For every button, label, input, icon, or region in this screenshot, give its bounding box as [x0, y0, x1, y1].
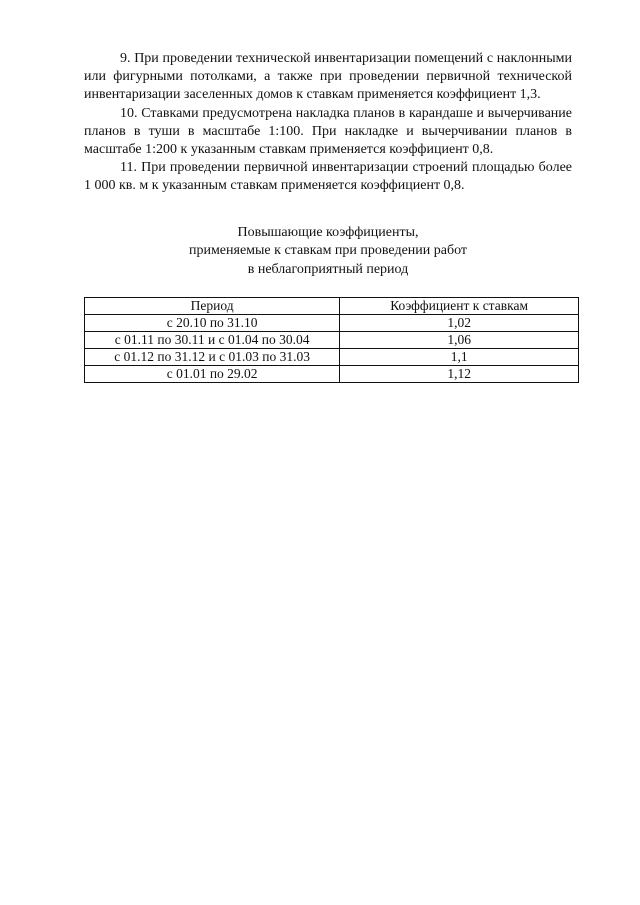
coefficients-table [84, 297, 579, 383]
coefficient-cell: 1,12 [340, 366, 579, 383]
paragraph-9: 9. При проведении технической инвентаризации помещений с наклонными или фигурными потолками, а также при проведении первичной технической инвентаризации заселенных домов к ставкам применяется коэффициент 1,3. [84, 51, 572, 103]
table-heading [84, 224, 572, 280]
paragraph-11: 11. При проведении первичной инвентаризации строений площадью более 1 000 кв. м к указанным ставкам применяется коэффициент 0,8. [84, 160, 572, 194]
table-heading-line-1: Повышающие коэффициенты, [237, 224, 419, 240]
table-heading-line-3: в неблагоприятный период [247, 261, 409, 277]
table-heading-line-2: применяемые к ставкам при проведении работ [188, 243, 468, 259]
period-cell: с 01.11 по 30.11 и с 01.04 по 30.04 [85, 332, 340, 349]
header-coefficient: Коэффициент к ставкам [340, 298, 579, 315]
table-row [85, 315, 579, 332]
header-period: Период [85, 298, 340, 315]
period-cell: с 01.01 по 29.02 [85, 366, 340, 383]
period-cell: с 01.12 по 31.12 и с 01.03 по 31.03 [85, 349, 340, 366]
coefficient-cell: 1,1 [340, 349, 579, 366]
table-row [85, 332, 579, 349]
paragraph-10: 10. Ставками предусмотрена накладка планов в карандаше и вычерчивание планов в туши в масштабе 1:100. При накладке и вычерчивании планов в масштабе 1:200 к указанным ставкам применяется коэффициент 0,8. [84, 105, 572, 158]
table-header-row [85, 298, 579, 315]
table-row [85, 349, 579, 366]
table-row [85, 366, 579, 383]
period-cell: с 20.10 по 31.10 [85, 315, 340, 332]
coefficient-cell: 1,06 [340, 332, 579, 349]
coefficient-cell: 1,02 [340, 315, 579, 332]
